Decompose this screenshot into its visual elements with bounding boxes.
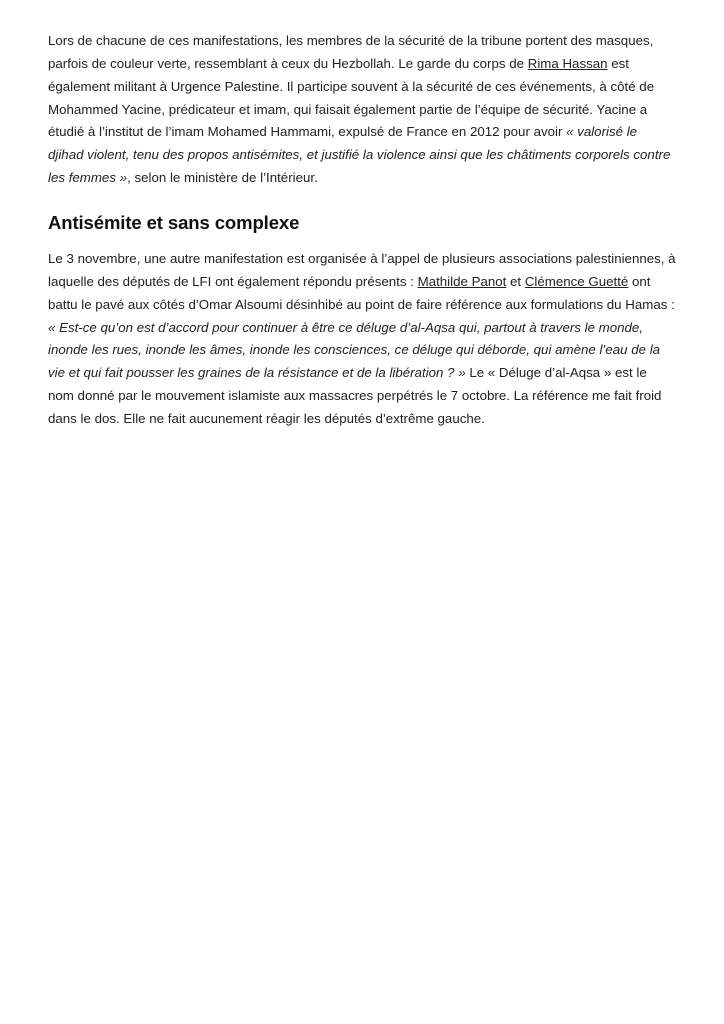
inline-link[interactable]: Mathilde Panot (417, 273, 507, 289)
paragraph-first (48, 30, 676, 190)
inline-text: Le 3 novembre, une autre manifestation est organisée à l’appel de plusieurs associations palestiniennes, à laquelle des députés de LFI ont également répondu présents : (48, 251, 676, 289)
inline-text: Le « Déluge d’al-Aqsa » est le nom donné par le mouvement islamiste aux massacres perpétrés le 7 octobre. La référence me fait froid dans le dos. Elle ne fait aucunement réagir les députés d’extrême gauche. (48, 365, 662, 427)
inline-text: , selon le ministère de l’Intérieur. (127, 170, 318, 186)
inline-quote: « Est-ce qu’on est d’accord pour continuer à être ce déluge d’al-Aqsa qui, partout à travers le monde, inonde les rues, inonde les âmes, inonde les consciences, ce déluge qui déborde, qui amène l’eau de la vie et qui fait pousser les graines de la résistance et de la libération ? » (48, 319, 661, 381)
inline-text: Lors de chacune de ces manifestations, les membres de la sécurité de la tribune portent des masques, parfois de couleur verte, ressemblant à ceux du Hezbollah. Le garde du corps de (48, 33, 654, 71)
inline-link[interactable]: Rima Hassan (527, 55, 608, 71)
inline-text: est également militant à Urgence Palestine. Il participe souvent à la sécurité de ces événements, à côté de Mohammed Yacine, prédicateur et imam, qui faisait également partie de l’équipe de sécurité. Yacine a étudié à l’institut de l’imam Mohamed Hammami, expulsé de France en 2012 pour avoir (48, 55, 655, 140)
inline-text: et (506, 273, 525, 289)
inline-text: ont battu le pavé aux côtés d’Omar Alsoumi désinhibé au point de faire référence aux formulations du Hamas : (48, 273, 675, 312)
section-heading: Antisémite et sans complexe (48, 212, 300, 234)
inline-quote: « valorisé le djihad violent, tenu des propos antisémites, et justifié la violence ainsi que les châtiments corporels contre les femmes » (48, 124, 671, 186)
inline-link[interactable]: Clémence Guetté (524, 273, 629, 289)
paragraph-second (48, 248, 676, 431)
